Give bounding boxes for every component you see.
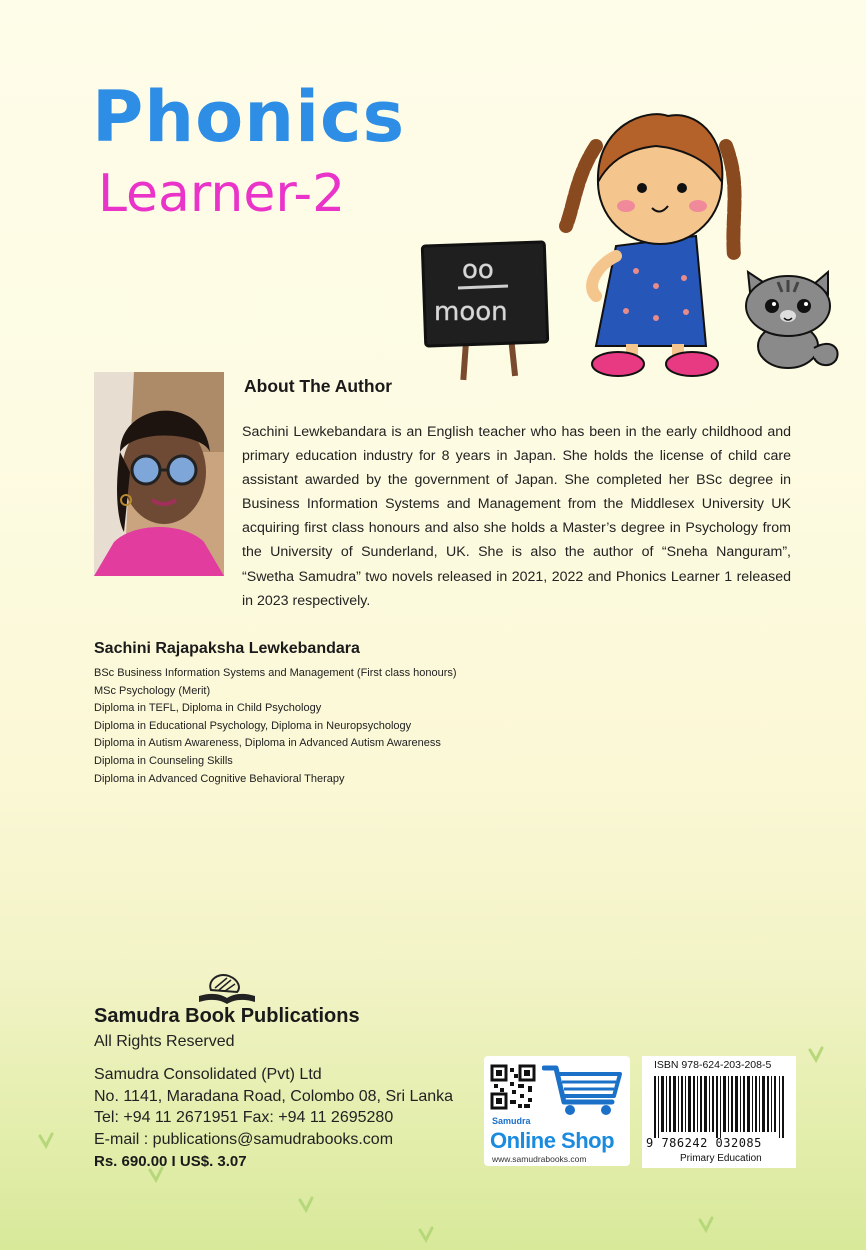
cover-title-main: Phonics <box>92 76 406 158</box>
qualifications-list <box>94 665 457 788</box>
shopping-cart-icon <box>542 1062 624 1118</box>
qualification-item: Diploma in Autism Awareness, Diploma in Advanced Autism Awareness <box>94 737 441 750</box>
price-text: Rs. 690.00 I US$. 3.07 <box>94 1153 247 1170</box>
barcode-icon <box>654 1076 784 1138</box>
author-bio-text: Sachini Lewkebandara is an English teacher who has been in the early childhood and primary education industry for 8 years in Japan. She holds the license of child care assistant awarded by the government of Japan. She completed her BSc degree in Business Information Systems and Management from the Middlesex University UK acquiring first class honours and also she holds a Master’s degree in Psychology from the University of Sunderland, UK. She is also the author of “Sneha Nanguram”, “Swetha Samudra” two novels released in 2021, 2022 and Phonics Learner 1 released in 2023 respectively. <box>242 424 791 609</box>
barcode-digits: 9 786242 032085 <box>646 1136 762 1150</box>
qr-code-icon <box>490 1064 536 1110</box>
shop-label: Online Shop <box>490 1128 615 1153</box>
cover-title-sub: Learner-2 <box>98 164 346 224</box>
isbn-barcode-box <box>642 1056 796 1168</box>
qualification-item: Diploma in TEFL, Diploma in Child Psychology <box>94 702 322 715</box>
book-category: Primary Education <box>680 1153 762 1164</box>
author-name: Sachini Rajapaksha Lewkebandara <box>94 640 360 657</box>
contact-line: No. 1141, Maradana Road, Colombo 08, Sri Lanka <box>94 1087 454 1105</box>
qualification-item: BSc Business Information Systems and Management (First class honours) <box>94 667 457 679</box>
qualification-item: Diploma in Advanced Cognitive Behavioral Therapy <box>94 772 345 785</box>
qualification-item: MSc Psychology (Merit) <box>94 684 211 697</box>
publisher-logo <box>197 972 257 1006</box>
author-bio <box>94 420 791 613</box>
online-shop-badge[interactable] <box>484 1056 630 1166</box>
rights-text: All Rights Reserved <box>94 1033 235 1050</box>
contact-line: Samudra Consolidated (Pvt) Ltd <box>94 1066 322 1083</box>
contact-line: Tel: +94 11 2671951 Fax: +94 11 2695280 <box>94 1109 394 1126</box>
qualification-item: Diploma in Counseling Skills <box>94 754 233 767</box>
isbn-text: ISBN 978-624-203-208-5 <box>654 1059 772 1071</box>
shop-url[interactable]: www.samudrabooks.com <box>492 1154 587 1164</box>
chalkboard-text-top: oo <box>462 255 494 285</box>
girl-illustration <box>556 86 766 382</box>
qualification-item: Diploma in Educational Psychology, Diploma in Neuropsychology <box>94 719 412 732</box>
publisher-name: Samudra Book Publications <box>94 1005 360 1027</box>
cat-illustration <box>738 268 844 372</box>
about-heading: About The Author <box>244 376 393 396</box>
contact-line: E-mail : publications@samudrabooks.com <box>94 1130 394 1148</box>
chalkboard-illustration <box>418 236 552 384</box>
publisher-contact <box>94 1064 453 1150</box>
chalkboard-text-bottom: moon <box>434 297 508 327</box>
shop-brand: Samudra <box>492 1116 531 1126</box>
